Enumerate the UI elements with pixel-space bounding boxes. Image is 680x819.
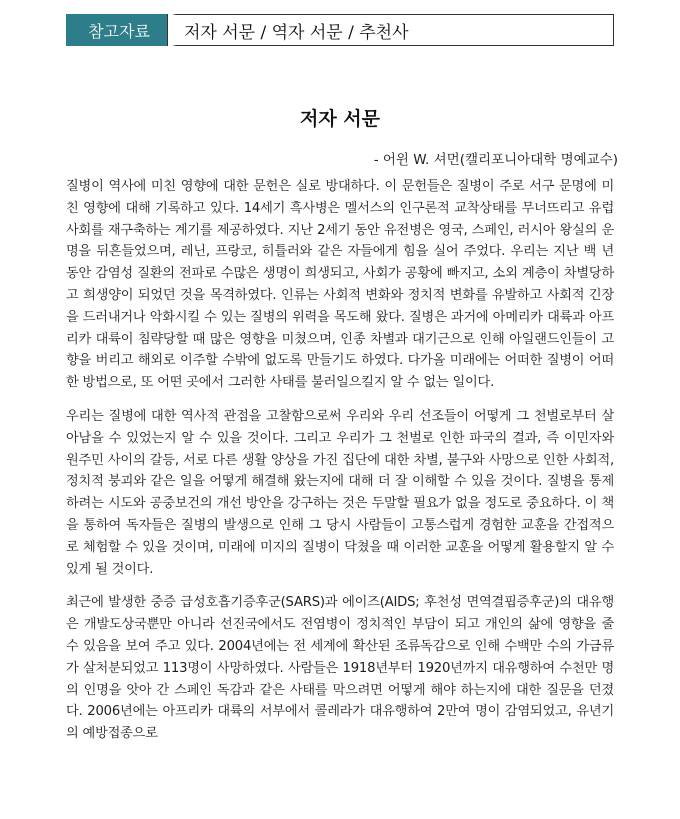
paragraph: 우리는 질병에 대한 역사적 관점을 고찰함으로써 우리와 우리 선조들이 어떻게 그 천벌로부터 살아남을 수 있었는지 알 수 있을 것이다. 그리고 우리가 그 천벌로 인한 파국의 결과, 즉 이민자와 원주민 사이의 갈등, 서로 다른 생활 양상을 가진 집단에 대한 차별, 불구와 사망으로 인한 사회적, 정치적 붕괴와 같은 일을 어떻게 해결해 왔는지에 대해 더 잘 이해할 수 있을 것이다. 질병을 통제하려는 시도와 공중보건의 개선 방안을 강구하는 것은 두말할 필요가 없을 정도로 중요하다. 이 책을 통하여 독자들은 질병의 발생으로 인해 그 당시 사람들이 고통스럽게 경험한 교훈을 간접적으로 체험할 수 있을 것이며, 미래에 미지의 질병이 닥쳤을 때 이러한 교훈을 어떻게 활용할지 알 수 있게 될 것이다. xyxy=(66,408,614,577)
header-title: 저자 서문 / 역자 서문 / 추천사 xyxy=(172,14,614,46)
author-byline: - 어윈 W. 셔먼(캘리포니아대학 명예교수) xyxy=(373,152,618,168)
reference-tag: 참고자료 xyxy=(66,14,172,46)
body-text xyxy=(66,176,614,757)
page-title: 저자 서문 xyxy=(299,108,381,130)
paragraph: 질병이 역사에 미친 영향에 대한 문헌은 실로 방대하다. 이 문헌들은 질병이 주로 서구 문명에 미친 영향에 대해 기록하고 있다. 14세기 흑사병은 멜서스의 인구론적 교착상태를 무너뜨리고 유럽 사회를 재구축하는 계기를 제공하였다. 지난 2세기 동안 유전병은 영국, 스페인, 러시아 왕실의 운명을 뒤흔들었으며, 레닌, 프랑코, 히틀러와 같은 자들에게 힘을 실어 주었다. 우리는 지난 백 년 동안 감염성 질환의 전파로 수많은 생명이 희생되고, 사회가 공황에 빠지고, 소외 계층이 차별당하고 희생양이 되었던 것을 목격하였다. 인류는 사회적 변화와 정치적 변화를 유발하고 사회적 긴장을 드러내거나 악화시킬 수 있는 질병의 위력을 목도해 왔다. 질병은 과거에 아메리카 대륙과 아프리카 대륙이 침략당할 때 많은 영향을 미쳤으며, 인종 차별과 대기근으로 인해 아일랜드인들이 고향을 버리고 해외로 이주할 수밖에 없도록 만들기도 하였다. 다가올 미래에는 어떠한 질병이 어떠한 방법으로, 또 어떤 곳에서 그러한 사태를 불러일으킬지 알 수 없는 일이다. xyxy=(66,179,614,391)
section-header xyxy=(66,14,614,46)
paragraph: 최근에 발생한 중증 급성호흡기증후군(SARS)과 에이즈(AIDS; 후천성 면역결핍증후군)의 대유행은 개발도상국뿐만 아니라 선진국에서도 전염병이 정치적인 부담이 되고 개인의 삶에 영향을 줄 수 있음을 보여 주고 있다. 2004년에는 전 세계에 확산된 조류독감으로 인해 수백만 수의 가금류가 살처분되었고 113명이 사망하였다. 사람들은 1918년부터 1920년까지 대유행하여 수천만 명의 인명을 앗아 간 스페인 독감과 같은 사태를 막으려면 어떻게 해야 하는지에 대한 질문을 던졌다. 2006년에는 아프리카 대륙의 서부에서 콜레라가 대유행하여 2만여 명이 감염되었고, 유년기의 예방접종으로 xyxy=(66,595,614,742)
